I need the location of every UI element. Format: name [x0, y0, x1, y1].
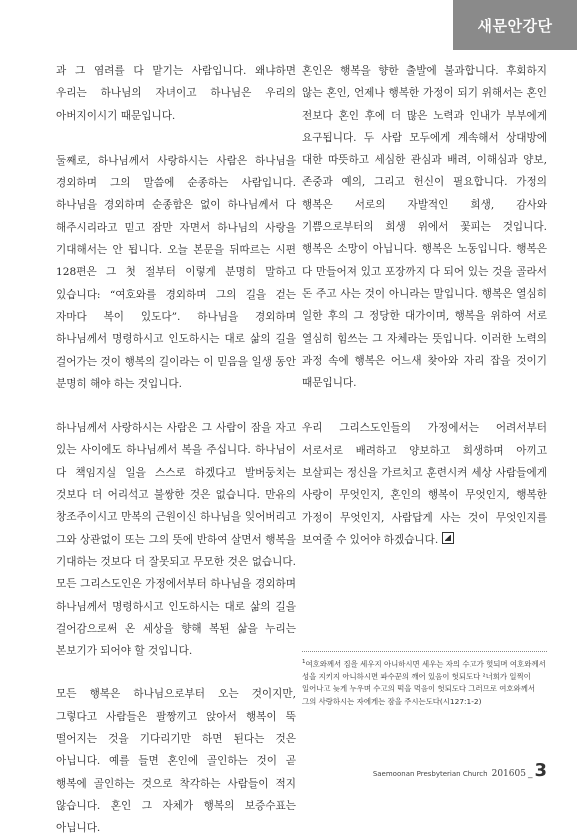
body-paragraph: 모든 행복은 하나님으로부터 오는 것이지만, 그렇다고 사람들은 팔짱끼고 앉아서 행복이 뚝 떨어지는 것을 기다리기만 하면 된다는 것은 아닙니다. 예를 들면 혼인에 골인하는 것이 곧 행복에 골인하는 것으로 착각하는 사람들이 적지 않습니다. 혼인 그 자체가 행복의 보증수표는 아닙니다. — [56, 688, 296, 835]
end-of-article-icon — [442, 532, 454, 544]
footnote-text: 여호와께서 집을 세우지 아니하시면 세우는 자의 수고가 헛되며 여호와께서 성을 지키지 아니하시면 파수꾼의 깨어 있음이 헛되도다 ²너희가 일찍이 일어나고 늦게 누우며 수고의 떡을 먹음이 헛되도다 그러므로 여호와께서 그의 사랑하시는 자에게는 잠을 주시는도다(시127:1-2) — [302, 659, 546, 706]
left-column — [56, 60, 296, 840]
body-paragraph: 하나님께서 사랑하시는 사람은 그 사람이 잠을 자고 있는 사이에도 하나님께서 복을 주십니다. 하나님이 다 책임지실 일을 스스로 하겠다고 발버둥치는 것보다 더 어리석고 불쌍한 것은 없습니다. 만유의 창조주이시고 만복의 근원이신 하나님을 잊어버리고 그와 상관없이 또는 그의 뜻에 반하여 살면서 행복을 기대하는 것보다 더 잘못되고 무모한 것은 없습니다. 모든 그리스도인은 가정에서부터 하나님을 경외하며 하나님께서 명령하시고 인도하시는 대로 삶의 길을 걸어감으로써 온 세상을 향해 복된 삶을 누리는 본보기가 되어야 할 것입니다. — [56, 422, 296, 658]
footnote-divider — [302, 651, 547, 652]
page-folio — [373, 760, 547, 781]
issue-number: 201605 — [491, 769, 526, 779]
body-paragraph-text: 우리 그리스도인들의 가정에서는 어려서부터 서로서로 배려하고 양보하고 희생하며 아끼고 보살피는 정신을 가르치고 훈련시켜 세상 사람들에게 사랑이 무엇인지, 혼인의 행복이 무엇인지, 행복한 가정이 무엇인지, 사람답게 사는 것이 무엇인지를 보여줄 수 있어야 하겠습니다. — [302, 422, 547, 546]
church-name: Saemoonan Presbyterian Church — [372, 770, 488, 778]
body-paragraph-last — [302, 417, 547, 551]
footnote-marker: 1 — [302, 659, 306, 665]
page-number: 3 — [534, 760, 547, 781]
section-tab — [453, 0, 577, 50]
body-paragraph: 혼인은 행복을 향한 출발에 불과합니다. 후회하지 않는 혼인, 언제나 행복한 가정이 되기 위해서는 혼인 전보다 혼인 후에 더 많은 노력과 인내가 부부에게 요구됩니다. 두 사람 모두에게 계속해서 상대방에 대한 따뜻하고 세심한 관심과 배려, 이해심과 양보, 존중과 예의, 그리고 헌신이 필요합니다. 가정의 행복은 서로의 자발적인 희생, 감사와 기쁨으로부터의 희생 위에서 꽃피는 것입니다. 행복은 소망이 아닙니다. 행복은 노동입니다. 행복은 다 만들어져 있고 포장까지 다 되어 있는 것을 골라서 돈 주고 사는 것이 아니라는 말입니다. 행복은 열심히 일한 후의 그 정당한 대가이며, 행복을 위하여 서로 열심히 힘쓰는 그 자체라는 뜻입니다. 이러한 노력의 과정 속에 행복은 어느새 찾아와 자리 잡을 것이기 때문입니다. — [302, 65, 547, 390]
folio-separator: _ — [527, 769, 533, 779]
right-column — [302, 60, 547, 551]
section-title: 새문안강단 — [477, 16, 553, 35]
body-paragraph: 둘째로, 하나님께서 사랑하시는 사람은 하나님을 경외하며 그의 말씀에 순종하는 사람입니다. 하나님을 경외하며 순종함은 없이 하나님께서 다 해주시리라고 믿고 잠만 자면서 하나님의 사랑을 기대해서는 안 됩니다. 오늘 본문을 뒤따르는 시편 128편은 그 첫 절부터 이렇게 분명히 말하고 있습니다: “여호와를 경외하며 그의 길을 걷는 자마다 복이 있도다”. 하나님을 경외하며 하나님께서 명령하시고 인도하시는 대로 삶의 길을 걸어가는 것이 행복의 길이라는 이 믿음을 일생 동안 분명히 해야 하는 것입니다. — [56, 154, 296, 390]
footnote — [302, 656, 547, 708]
body-paragraph: 과 그 염려를 다 맡기는 사람입니다. 왜냐하면 우리는 하나님의 자녀이고 하나님은 우리의 아버지이시기 때문입니다. — [56, 65, 296, 122]
